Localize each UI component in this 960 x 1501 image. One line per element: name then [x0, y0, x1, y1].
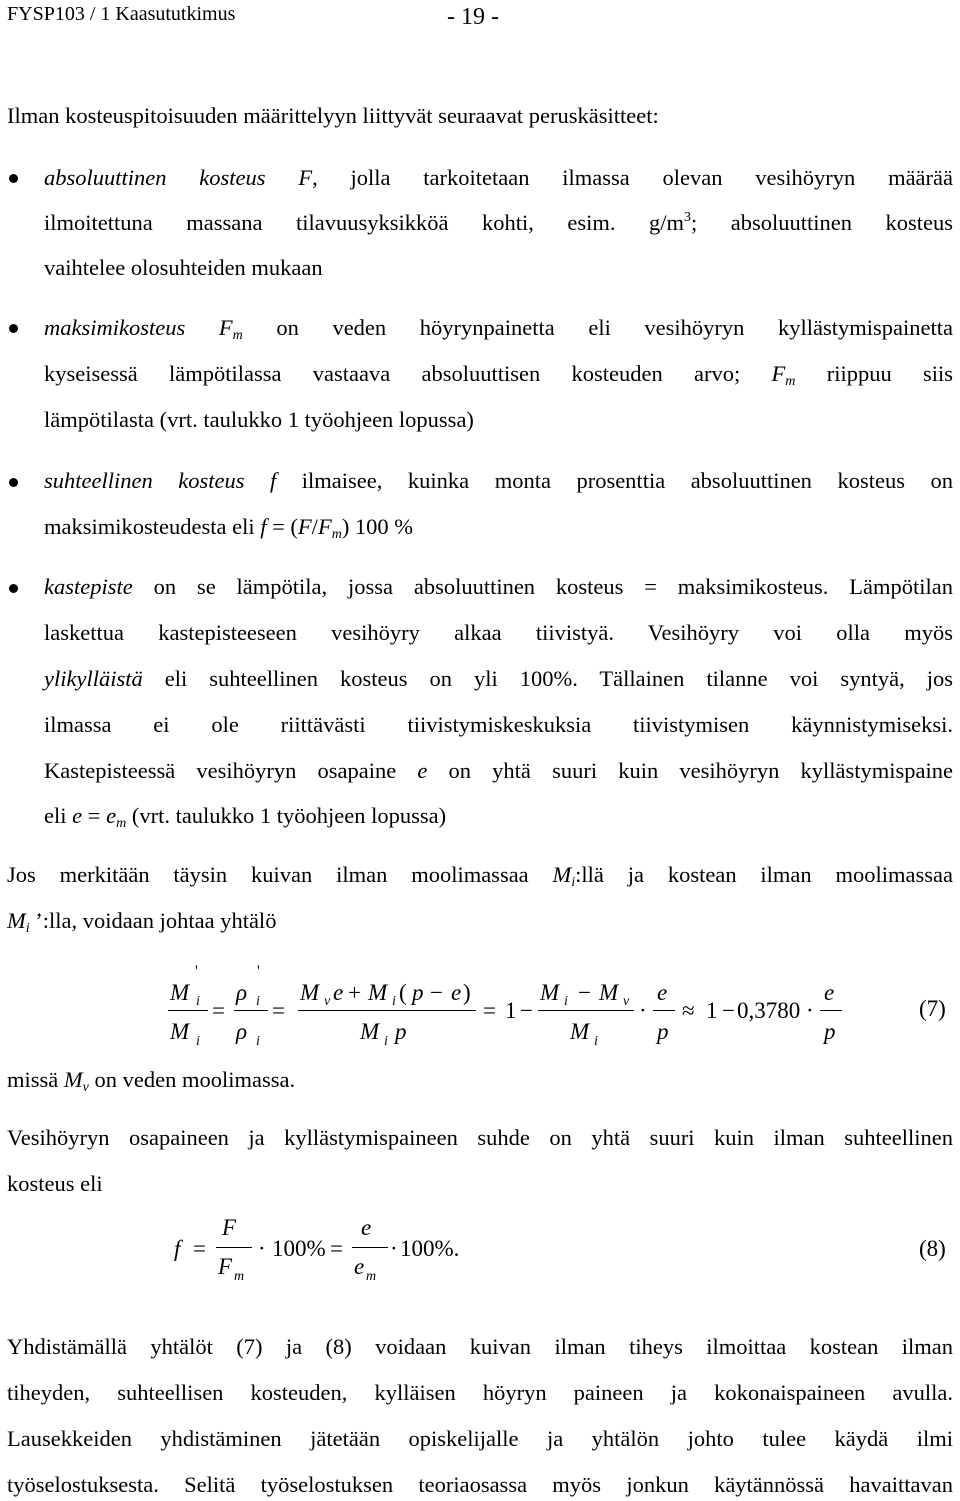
eq-term: ': [257, 963, 260, 980]
bullet-max-humidity-line-1: [44, 315, 953, 341]
equals-sign: =: [272, 998, 285, 1023]
symbol: M: [63, 1067, 83, 1092]
text: ; absoluuttinen kosteus: [690, 210, 953, 235]
eq-term: e: [354, 1254, 365, 1279]
fraction-line: [352, 1247, 388, 1248]
running-header: FYSP103 / 1 Kaasututkimus: [7, 3, 236, 25]
equals-sign: =: [212, 998, 225, 1023]
text: (vrt. taulukko 1 työohjeen lopussa): [126, 803, 447, 828]
eq-term: f: [174, 1236, 181, 1261]
eq-term: p: [395, 1019, 407, 1044]
text: ) 100 %: [341, 514, 414, 539]
bullet-icon: [9, 478, 18, 487]
subscript: i: [571, 875, 576, 890]
bullet-relative-humidity-line-1: [44, 468, 953, 494]
bullet-relative-humidity-line-2: [44, 514, 413, 540]
term: maksimikosteus: [44, 315, 186, 340]
missa-line: [7, 1067, 295, 1093]
fraction-line: [820, 1010, 842, 1011]
eq-term: M: [540, 980, 560, 1005]
symbol: f: [270, 468, 277, 493]
eq-term: p: [824, 1019, 836, 1044]
eq-term: F: [218, 1254, 233, 1279]
eq-term: M: [599, 980, 619, 1005]
bullet-dew-point-line-1: [44, 574, 953, 600]
dot: ·: [639, 998, 647, 1023]
text: = (: [266, 514, 298, 539]
subscript: m: [331, 527, 342, 542]
symbol: F: [297, 514, 312, 539]
paren: ): [463, 980, 471, 1005]
text: ilmaisee, kuinka monta prosenttia absoluuttinen kosteus on: [276, 468, 953, 493]
text: on yhtä suuri kuin vesihöyryn kyllästymispaine: [427, 758, 953, 783]
symbol: e: [417, 758, 428, 783]
bullet-max-humidity-line-2: [44, 361, 953, 387]
text: on veden höyrynpainetta eli vesihöyryn kyllästymispainetta: [242, 315, 953, 340]
eq-term: e: [333, 980, 344, 1005]
eq-term: e: [361, 1215, 372, 1240]
bullet-icon: [9, 324, 18, 333]
term: ylikylläistä: [44, 666, 143, 691]
text: Jos merkitään täysin kuivan ilman moolimassaa: [7, 862, 553, 887]
bullet-icon: [9, 584, 18, 593]
eq-term: m: [234, 1269, 245, 1284]
bullet-absolute-humidity-line-3: vaihtelee olosuhteiden mukaan: [44, 255, 323, 280]
symbol: M: [552, 862, 572, 887]
eq-term: i: [256, 994, 260, 1009]
symbol: F: [317, 514, 332, 539]
eq-term: M: [300, 980, 320, 1005]
term: kastepiste: [44, 574, 133, 599]
eq-term: ': [195, 963, 198, 980]
paren: (: [399, 980, 407, 1005]
eq-term: i: [564, 994, 568, 1009]
text: ilmoitettuna massana tilavuusyksikköä kohti, esim. g/m: [44, 210, 684, 235]
bullet-dew-point-line-6: [44, 803, 446, 829]
superscript: 3: [683, 210, 691, 225]
eq-term: M: [170, 980, 190, 1005]
symbol: e: [72, 803, 83, 828]
eq-term: 1: [505, 998, 517, 1023]
approx-sign: ≈: [682, 998, 695, 1023]
eq-term: i: [256, 1034, 260, 1049]
eq-term: 1: [706, 998, 718, 1023]
plus-sign: +: [348, 980, 361, 1005]
fraction-line: [168, 1010, 208, 1011]
eq-term: e: [451, 980, 462, 1005]
text: missä: [7, 1067, 64, 1092]
bullet-max-humidity-line-3: lämpötilasta (vrt. taulukko 1 työohjeen lopussa): [44, 407, 474, 432]
eq-term: i: [196, 994, 200, 1009]
symbol: f: [260, 514, 267, 539]
fraction-line: [216, 1247, 252, 1248]
eq-term: F: [222, 1215, 237, 1240]
eq-term: v: [324, 994, 331, 1009]
dot: ·: [806, 998, 814, 1023]
fraction-line: [653, 1010, 675, 1011]
eq-term: M: [368, 980, 388, 1005]
subscript: m: [116, 816, 127, 831]
text: maksimikosteudesta eli: [44, 514, 261, 539]
eq-term: ρ: [236, 1019, 248, 1044]
eq-term: e: [657, 980, 668, 1005]
symbol: F: [218, 315, 233, 340]
text: :llä ja kostean ilman moolimassaa: [575, 862, 953, 887]
equation-number: (7): [919, 996, 946, 1021]
eq-term: i: [384, 1034, 388, 1049]
text: Kastepisteessä vesihöyryn osapaine: [44, 758, 418, 783]
dot: ·: [390, 1236, 398, 1261]
paragraph-line: kosteus eli: [7, 1171, 103, 1196]
eq-term: i: [392, 994, 396, 1009]
text: eli: [44, 803, 73, 828]
text: /: [311, 514, 318, 539]
subscript: i: [25, 921, 30, 936]
equation-number: (8): [919, 1236, 946, 1261]
paragraph-line: Yhdistämällä yhtälöt (7) ja (8) voidaan kuivan ilman tiheys ilmoittaa kostean ilman: [7, 1334, 953, 1359]
percent: 100%: [272, 1236, 326, 1261]
bullet-absolute-humidity-line-2: [44, 210, 953, 236]
bullet-icon: [9, 174, 18, 183]
text: =: [82, 803, 107, 828]
page-number: - 19 -: [447, 4, 499, 30]
symbol: F: [298, 165, 313, 190]
text: on se lämpötila, jossa absoluuttinen kosteus = maksimikosteus. Lämpötilan: [132, 574, 953, 599]
fraction-line: [234, 1010, 268, 1011]
text: , jolla tarkoitetaan ilmassa olevan vesihöyryn määrää: [312, 165, 954, 190]
text: eli suhteellinen kosteus on yli 100%. Tällainen tilanne voi syntyä, jos: [142, 666, 953, 691]
eq-term: M: [170, 1019, 190, 1044]
eq-term: M: [570, 1019, 590, 1044]
subscript: v: [82, 1080, 89, 1095]
text: on veden moolimassa.: [88, 1067, 296, 1092]
symbol: F: [771, 361, 786, 386]
eq-term: ρ: [236, 980, 248, 1005]
eq-term: v: [623, 994, 630, 1009]
bullet-dew-point-line-3: [44, 666, 953, 692]
bullet-dew-point-line-2: laskettua kastepisteeseen vesihöyry alkaa tiivistyä. Vesihöyry voi olla myös: [44, 620, 953, 645]
fraction-line: [538, 1010, 634, 1011]
paragraph-line: tiheyden, suhteellisen kosteuden, kylläisen höyryn paineen ja kokonaispaineen avulla.: [7, 1380, 953, 1405]
paragraph-line: Lausekkeiden yhdistäminen jätetään opiskelijalle ja yhtälön johto tulee käydä ilmi: [7, 1426, 953, 1451]
equals-sign: =: [193, 1236, 206, 1261]
eq-term: m: [366, 1269, 377, 1284]
paragraph-line: [7, 862, 953, 888]
paragraph-line: Vesihöyryn osapaineen ja kyllästymispaineen suhde on yhtä suuri kuin ilman suhteellinen: [7, 1125, 953, 1150]
eq-term: i: [196, 1034, 200, 1049]
text: kyseisessä lämpötilassa vastaava absoluuttisen kosteuden arvo;: [44, 361, 772, 386]
term: absoluuttinen kosteus: [44, 165, 266, 190]
subscript: m: [785, 374, 796, 389]
bullet-absolute-humidity-line-1: [44, 165, 953, 191]
bullet-dew-point-line-5: [44, 758, 953, 784]
eq-term: e: [824, 980, 835, 1005]
eq-term: p: [657, 1019, 669, 1044]
minus-sign: −: [430, 980, 443, 1005]
minus-sign: −: [520, 998, 533, 1023]
text: ’:lla, voidaan johtaa yhtälö: [35, 908, 277, 933]
text: riippuu siis: [795, 361, 953, 386]
symbol: e: [106, 803, 117, 828]
subscript: m: [232, 328, 243, 343]
minus-sign: −: [722, 998, 735, 1023]
intro-text: Ilman kosteuspitoisuuden määrittelyyn liittyvät seuraavat peruskäsitteet:: [7, 103, 659, 128]
paragraph-line: työselostuksesta. Selitä työselostuksen teoriaosassa myös jonkun käytännössä havaittavan: [7, 1472, 953, 1497]
minus-sign: −: [578, 980, 591, 1005]
paragraph-line: [7, 908, 276, 934]
percent: 100%.: [400, 1236, 460, 1261]
equals-sign: =: [330, 1236, 343, 1261]
fraction-line: [298, 1010, 476, 1011]
eq-term: i: [594, 1034, 598, 1049]
coefficient: 0,3780: [737, 998, 801, 1023]
eq-term: p: [412, 980, 424, 1005]
symbol: M: [7, 908, 26, 933]
bullet-dew-point-line-4: ilmassa ei ole riittävästi tiivistymiskeskuksia tiivistymisen käynnistymiseksi.: [44, 712, 953, 737]
eq-term: M: [360, 1019, 380, 1044]
term: suhteellinen kosteus: [44, 468, 245, 493]
equals-sign: =: [483, 998, 496, 1023]
dot: ·: [258, 1236, 266, 1261]
